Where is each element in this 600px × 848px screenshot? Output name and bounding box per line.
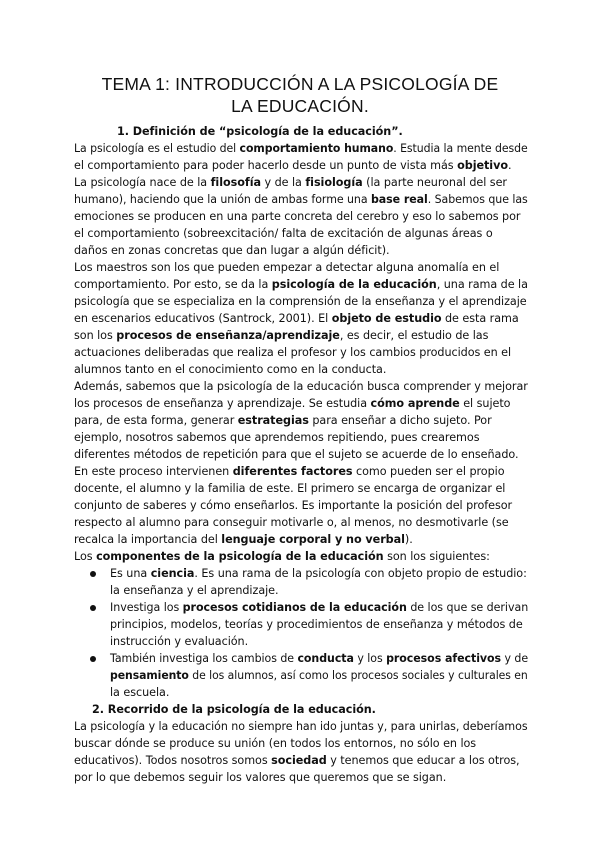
text-run: principios, modelos, teorías y procedimientos de enseñanza y métodos de [110,618,523,631]
bold-text: ciencia [150,567,195,580]
text-run: La psicología y la educación no siempre han ido juntas y, para unirlas, deberíamos [74,720,528,733]
bullet-icon [90,656,96,662]
text-run: , es decir, el estudio de las [339,329,489,342]
text-line [74,174,507,191]
text-line [110,599,528,616]
bold-text: cómo aprende [370,397,460,410]
text-run: y tenemos que educar a los otros, [326,754,520,767]
text-run: . Estudia la mente desde [393,142,528,155]
text-run: son los siguientes: [383,550,490,563]
text-run: Investiga los [110,601,183,614]
text-run: en escenarios educativos (Santrock, 2001). El [74,312,332,325]
text-line [74,480,505,497]
text-run: , una rama de la [436,278,528,291]
text-line [74,412,492,429]
bold-text: lenguaje corporal y no verbal [221,533,405,546]
text-run: respecto al alumno para conseguir motivarle o, al menos, no desmotivarle (se [74,516,509,529]
text-run: y de [501,652,529,665]
text-run: el comportamiento (sobreexcitación/ falta de excitación de algunas áreas o [74,227,493,240]
text-run: . Es una rama de la psicología con objeto propio de estudio: [194,567,527,580]
text-line [74,344,511,361]
bold-text: diferentes factores [232,465,353,478]
text-line [74,378,528,395]
text-run: la escuela. [110,686,170,699]
text-line [110,684,169,701]
text-run: de esta rama [441,312,519,325]
text-run: diferentes métodos de repetición para que el sujeto se acuerde de lo enseñado. [74,448,519,461]
bold-text: 1. Definición de “psicología de la educación”. [117,125,403,138]
text-run: (la parte neuronal del ser [362,176,507,189]
text-line [74,446,519,463]
text-run: el comportamiento para poder hacerlo desde un punto de vista más [74,159,458,172]
text-line [110,650,528,667]
bold-text: objeto de estudio [331,312,442,325]
document-title-line-2: LA EDUCACIÓN. [231,96,369,116]
text-line [74,361,386,378]
text-line [74,429,479,446]
bold-text: procesos de enseñanza/aprendizaje [116,329,340,342]
text-line [74,531,413,548]
bullet-icon [90,605,96,611]
text-run: actuaciones deliberadas que realiza el profesor y los cambios producidos en el [74,346,512,359]
text-run: Los [74,550,97,563]
text-run: La psicología es el estudio del [74,142,240,155]
bold-text: comportamiento humano [239,142,394,155]
text-run: En este proceso intervienen [74,465,233,478]
text-run: son los [74,329,117,342]
bold-text: base real [370,193,428,206]
text-line [74,752,520,769]
text-line [74,191,528,208]
text-line [74,208,520,225]
document-title-line-1: TEMA 1: INTRODUCCIÓN A LA PSICOLOGÍA DE [101,74,499,94]
text-line [74,548,490,565]
text-run: Además, sabemos que la psicología de la educación busca comprender y mejorar [74,380,528,393]
bold-text: objetivo [457,159,508,172]
text-line [74,225,493,242]
text-run: de los alumnos, así como los procesos sociales y culturales en [188,669,528,682]
bold-text: pensamiento [110,669,189,682]
text-run: de los que se derivan [406,601,529,614]
text-run: la enseñanza y el aprendizaje. [110,584,279,597]
text-line [74,463,505,480]
text-run: y los [353,652,387,665]
text-line [74,497,512,514]
text-line [74,157,512,174]
bold-text: sociedad [271,754,327,767]
text-line [74,735,476,752]
text-run: . Sabemos que las [427,193,528,206]
text-line [74,718,528,735]
bold-text: filosofía [210,176,261,189]
bold-text: fisiología [305,176,363,189]
bold-text: procesos afectivos [386,652,502,665]
text-run: Los maestros son los que pueden empezar a detectar alguna anomalía en el [74,261,500,274]
text-run: conjunto de saberes y cómo enseñarlos. Es importante la posición del profesor [74,499,513,512]
text-run: buscar dónde se produce su unión (en todos los entornos, no sólo en los [74,737,477,750]
text-run: por lo que debemos seguir los valores que queremos que se sigan. [74,771,447,784]
text-run: Es una [110,567,151,580]
text-run: para enseñar a dicho sujeto. Por [308,414,492,427]
text-run: emociones se producen en una parte concreta del cerebro y eso lo sabemos por [74,210,521,223]
bold-text: estrategias [237,414,309,427]
text-run: educativos). Todos nosotros somos [74,754,272,767]
text-run: recalca la importancia del [74,533,222,546]
text-run: psicología que se especializa en la comprensión de la enseñanza y el aprendizaje [74,295,527,308]
text-line [117,123,403,140]
text-run: docente, el alumno y la familia de este. El primero se encarga de organizar el [74,482,506,495]
bold-text: psicología de la educación [271,278,437,291]
text-run: como pueden ser el propio [352,465,505,478]
text-line [74,769,446,786]
text-run: ejemplo, nosotros sabemos que aprendemos repitiendo, pues crearemos [74,431,480,444]
text-line [110,616,523,633]
text-line [110,667,528,684]
text-run: los procesos de enseñanza y aprendizaje. Se estudia [74,397,371,410]
bold-text: procesos cotidianos de la educación [182,601,407,614]
text-run: comportamiento. Por esto, se da la [74,278,272,291]
text-line [110,633,248,650]
text-line [74,514,509,531]
text-line [74,310,519,327]
text-run: alumnos tanto en el conocimiento como en la conducta. [74,363,387,376]
text-run: ). [404,533,413,546]
bullet-icon [90,571,96,577]
text-line [74,259,499,276]
bold-text: conducta [297,652,354,665]
text-line [74,140,528,157]
bold-text: 2. Recorrido de la psicología de la educación. [92,703,376,716]
text-line [110,565,527,582]
text-line [74,293,527,310]
bold-text: componentes de la psicología de la educación [96,550,384,563]
text-line [110,582,279,599]
text-run: . [507,159,512,172]
text-run: También investiga los cambios de [110,652,298,665]
text-run: para, de esta forma, generar [74,414,238,427]
text-run: el sujeto [459,397,511,410]
text-run: La psicología nace de la [74,176,211,189]
text-line [74,395,510,412]
text-line [74,242,390,259]
text-run: daños en zonas concretas que dan lugar a algún déficit). [74,244,390,257]
text-line [74,276,528,293]
text-run: y de la [260,176,306,189]
text-line [92,701,376,718]
text-line [74,327,488,344]
text-run: instrucción y evaluación. [110,635,249,648]
text-run: humano), haciendo que la unión de ambas forme una [74,193,371,206]
